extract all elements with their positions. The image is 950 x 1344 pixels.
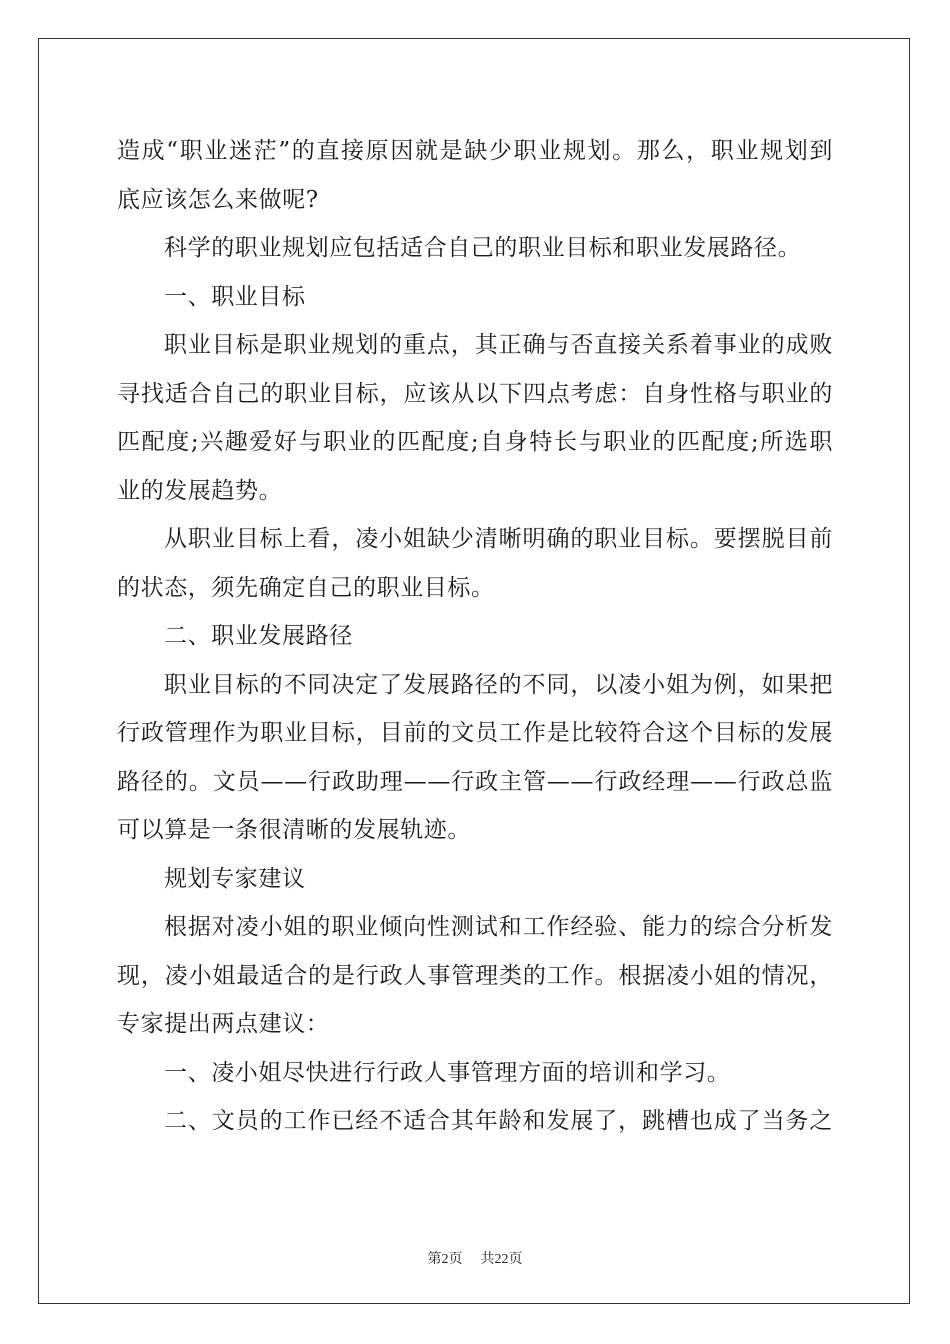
- text-line: 匹配度;兴趣爱好与职业的匹配度;自身特长与职业的匹配度;所选职: [117, 429, 833, 455]
- text-line: 的状态，须先确定自己的职业目标。: [117, 574, 495, 601]
- text-line: 根据对凌小姐的职业倾向性测试和工作经验、能力的综合分析发: [164, 914, 833, 940]
- page-total: 共22页: [480, 1252, 523, 1267]
- text-line: 职业目标是职业规划的重点，其正确与否直接关系着事业的成败: [164, 332, 833, 358]
- text-line: 路径的。文员——行政助理——行政主管——行政经理——行政总监: [117, 768, 833, 795]
- page-number: 第2页: [427, 1252, 463, 1267]
- text-line: 行政管理作为职业目标，目前的文员工作是比较符合这个目标的发展: [117, 720, 833, 746]
- section-heading: 规划专家建议: [164, 865, 306, 892]
- page-footer: [0, 1248, 950, 1268]
- document-body: [117, 127, 833, 1146]
- text-line: 专家提出两点建议：: [117, 1011, 330, 1037]
- text-line: 寻找适合自己的职业目标，应该从以下四点考虑：自身性格与职业的: [117, 380, 833, 407]
- text-line: 科学的职业规划应包括适合自己的职业目标和职业发展路径。: [164, 235, 802, 261]
- text-line: 职业目标的不同决定了发展路径的不同，以凌小姐为例，如果把: [164, 671, 833, 698]
- text-line: 可以算是一条很清晰的发展轨迹。: [117, 817, 471, 843]
- text-line: 二、文员的工作已经不适合其年龄和发展了，跳槽也成了当务之: [164, 1108, 833, 1134]
- text-line: 一、凌小姐尽快进行行政人事管理方面的培训和学习。: [164, 1059, 731, 1086]
- text-line: 业的发展趋势。: [117, 477, 283, 504]
- section-heading: 一、职业目标: [164, 283, 306, 310]
- text-line: 底应该怎么来做呢?: [117, 186, 319, 213]
- text-line: 从职业目标上看，凌小姐缺少清晰明确的职业目标。要摆脱目前: [164, 526, 833, 552]
- section-heading: 二、职业发展路径: [164, 623, 353, 649]
- text-line: 现，凌小姐最适合的是行政人事管理类的工作。根据凌小姐的情况，: [117, 962, 833, 989]
- text-line: 造成“职业迷茫”的直接原因就是缺少职业规划。那么，职业规划到: [117, 138, 833, 164]
